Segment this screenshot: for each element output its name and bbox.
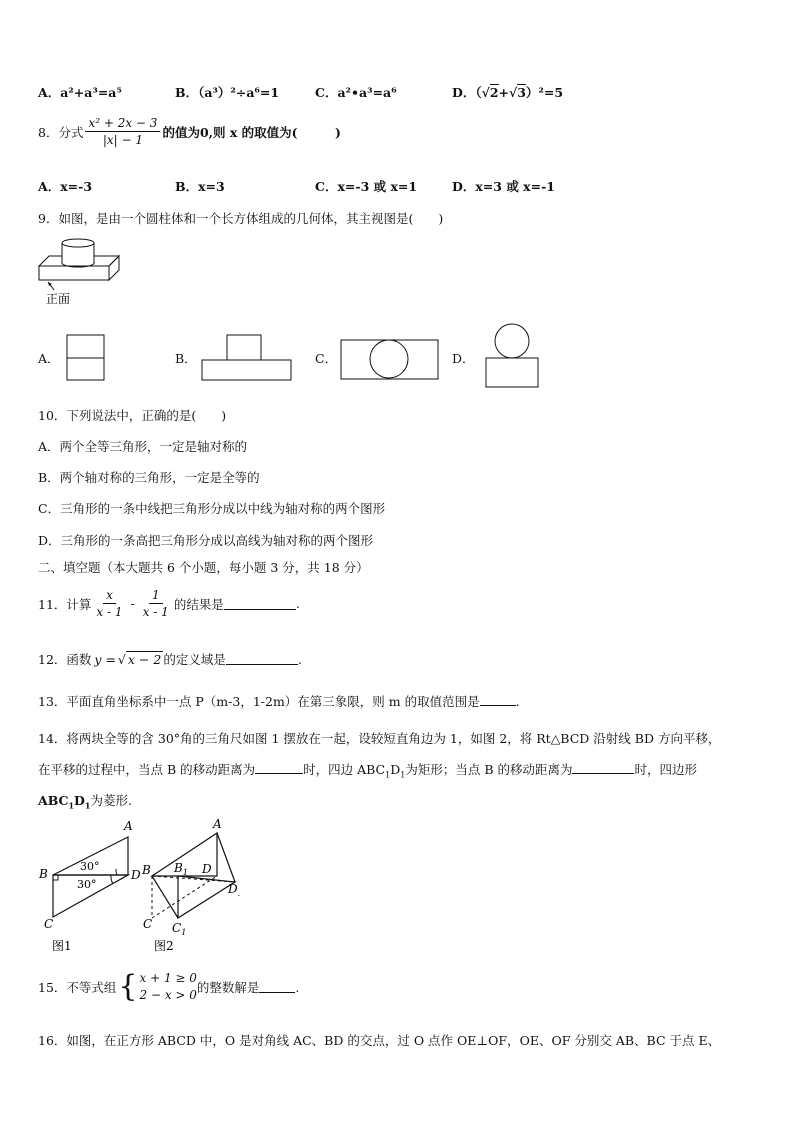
- option-b-bottom-rect: [202, 360, 291, 380]
- q8-prefix: 8．分式: [38, 124, 84, 140]
- fig1-angle-bottom-label: 30°: [77, 878, 97, 891]
- q14-line-1: 14．将两块全等的含 30°角的三角尺如图 1 摆放在一起，设较短直角边为 1，如图 2，将 Rt△BCD 沿射线 BD 方向平移，: [38, 731, 721, 746]
- fig1-label-d: D: [131, 868, 141, 882]
- option-d-rect: [486, 358, 538, 387]
- q8-option-b: B．x=3: [175, 179, 225, 194]
- q11-numerator-2: 1: [149, 588, 163, 604]
- q14-text-rhombus: 为菱形.: [90, 793, 132, 808]
- q8-denominator: |x| − 1: [102, 133, 144, 147]
- q7-option-a: A．a²+a³=a⁵: [38, 85, 122, 100]
- box-side-face: [109, 256, 119, 280]
- q7-option-d-plus: +: [498, 85, 509, 100]
- q16-stem: 16．如图，在正方形 ABCD 中，O 是对角线 AC、BD 的交点，过 O 点作 OE⊥OF，OE、OF 分别交 AB、BC 于点 E、: [38, 1033, 721, 1048]
- q11-suffix: 的结果是: [173, 596, 224, 612]
- fig2-dashed-cd: [152, 876, 217, 918]
- q7-option-d-radicand-1: 2: [489, 85, 499, 100]
- q14-answer-blank-1[interactable]: [255, 762, 303, 774]
- fig1-right-angle-mark: [53, 875, 58, 880]
- q15-stem: [38, 970, 299, 1004]
- q8-suffix: 的值为0,则 x 的取值为( ): [162, 124, 341, 140]
- q13-period: .: [515, 694, 520, 709]
- q9-option-a-figure: [66, 334, 106, 382]
- q7-option-d-suffix: ）²=5: [525, 85, 564, 100]
- q10-option-c: C．三角形的一条中线把三角形分成以中线为轴对称的两个图形: [38, 501, 386, 516]
- left-brace-icon: {: [118, 969, 138, 1004]
- fig2-line-bc1: [152, 876, 178, 918]
- q7-option-c: C．a²•a³=a⁶: [315, 85, 397, 100]
- q11-prefix: 11．计算: [38, 596, 92, 612]
- q10-option-a: A．两个全等三角形，一定是轴对称的: [38, 439, 248, 454]
- q9-stem: 9．如图，是由一个圆柱体和一个长方体组成的几何体，其主视图是( ): [38, 211, 444, 226]
- fig2-label-b1: $B_1$: [174, 861, 188, 877]
- q14-text-a: 在平移的过程中，当点 B 的移动距离为: [38, 762, 256, 777]
- q11-period: .: [295, 596, 300, 611]
- q9-option-d-figure: [482, 322, 542, 388]
- fig1-angle-top-label: 30°: [80, 860, 100, 873]
- q12-suffix: 的定义域是: [163, 652, 226, 667]
- q9-option-c-figure: [340, 338, 440, 382]
- q15-period: .: [295, 979, 300, 995]
- sqrt-symbol: √: [117, 651, 126, 667]
- q8-option-a: A．x=-3: [38, 179, 93, 194]
- q9-option-d-label: D．: [452, 351, 475, 366]
- q14-answer-blank-2[interactable]: [572, 762, 634, 774]
- q14-text-d: 为矩形；当点 B 的移动距离为: [405, 762, 573, 777]
- fig2-label-c1: $C_1$: [172, 921, 187, 937]
- q12-answer-blank[interactable]: [226, 653, 298, 665]
- q11-stem: [38, 588, 300, 619]
- q8-option-d: D．x=3 或 x=-1: [452, 179, 555, 194]
- q8-fraction: [85, 116, 160, 147]
- fig2-label-d1: $D_.$: [228, 882, 241, 898]
- q9-option-b-figure: [200, 334, 294, 382]
- q13-answer-blank[interactable]: [480, 694, 516, 706]
- q9-option-a-label: A．: [38, 351, 60, 366]
- q14-text-e: 时，四边形: [634, 762, 697, 777]
- option-b-top-rect: [227, 335, 261, 360]
- q14-text-c: D: [390, 762, 401, 777]
- fig1-label-b: B: [39, 867, 48, 881]
- q11-minus: -: [130, 596, 135, 611]
- q10-option-b: B．两个轴对称的三角形，一定是全等的: [38, 470, 260, 485]
- q8-stem: [38, 116, 341, 147]
- fig2-label-b: B: [142, 863, 151, 877]
- q14-figure-1: [36, 818, 146, 958]
- q13-stem: [38, 692, 520, 710]
- q15-system: [140, 970, 197, 1004]
- q12-period: .: [297, 651, 302, 667]
- fig2-line-ad1: [217, 833, 235, 882]
- q10-option-d: D．三角形的一条高把三角形分成以高线为轴对称的两个图形: [38, 533, 374, 548]
- fig2-label-c: C: [143, 917, 153, 931]
- q8-numerator: x² + 2x − 3: [85, 116, 160, 132]
- section-2-heading: 二、填空题（本大题共 6 个小题，每小题 3 分，共 18 分）: [38, 560, 369, 575]
- q7-option-b: B．（a³）²÷a⁶=1: [175, 85, 280, 100]
- q12-function-name: y =: [94, 651, 116, 667]
- fig2-caption: 图2: [154, 939, 174, 953]
- q7-option-d-radicand-2: 3: [517, 85, 526, 100]
- q14-subscript: 1: [84, 800, 91, 811]
- fig1-label-c: C: [44, 917, 54, 931]
- q12-stem: [38, 650, 302, 668]
- q12-prefix: 12．函数: [38, 652, 92, 667]
- q11-fraction-2: [140, 588, 172, 619]
- q9-solid-figure: [36, 236, 126, 312]
- q15-inequality-2: 2 − x > 0: [139, 988, 197, 1002]
- q7-option-d: [452, 83, 563, 101]
- fig1-angle-arc-top: [116, 869, 117, 875]
- q15-inequality-1: x + 1 ≥ 0: [139, 971, 197, 985]
- q11-fraction-1: [93, 588, 125, 619]
- fig1-label-a: A: [124, 819, 133, 833]
- option-c-rect: [341, 340, 438, 379]
- q11-answer-blank[interactable]: [224, 598, 296, 610]
- q11-denominator-1: x - 1: [96, 605, 123, 619]
- sqrt-symbol: √: [509, 85, 518, 100]
- option-c-circle: [370, 340, 408, 378]
- q14-subscript: 1: [400, 770, 406, 780]
- q14-line-2: [38, 760, 697, 780]
- q8-option-c: C．x=-3 或 x=1: [315, 179, 418, 194]
- q14-text-b: 时，四边 ABC: [303, 762, 386, 777]
- fig2-triangle-b1c1d1: [178, 876, 235, 918]
- q14-subscript: 1: [68, 800, 75, 811]
- q15-prefix: 15．不等式组: [38, 980, 117, 995]
- q14-figure-2: [140, 818, 250, 958]
- fig2-label-d: D: [202, 862, 212, 876]
- q13-text: 13．平面直角坐标系中一点 P（m-3，1-2m）在第三象限，则 m 的取值范围是: [38, 694, 480, 709]
- q14-line-3: [38, 791, 132, 811]
- fig2-label-a: A: [213, 818, 222, 831]
- box-front-face: [39, 266, 109, 280]
- q12-radicand: x − 2: [127, 652, 162, 667]
- q14-text-d1: D: [74, 793, 85, 808]
- sqrt-symbol: √: [481, 85, 490, 100]
- q14-subscript: 1: [385, 770, 391, 780]
- fig1-caption: 图1: [52, 939, 72, 953]
- cylinder-top: [62, 239, 94, 247]
- q9-option-c-label: C．: [315, 351, 338, 366]
- q7-option-d-prefix: D．（: [452, 85, 482, 100]
- q14-text-abc: ABC: [38, 793, 69, 808]
- q11-denominator-2: x - 1: [142, 605, 169, 619]
- q15-suffix: 的整数解是: [196, 980, 260, 995]
- option-d-circle: [495, 324, 529, 358]
- fig1-angle-arc-bottom: [111, 875, 113, 884]
- q15-answer-blank[interactable]: [259, 981, 295, 993]
- q10-stem: 10．下列说法中，正确的是( ): [38, 408, 227, 423]
- front-view-label: 正面: [46, 292, 71, 306]
- q9-option-b-label: B．: [175, 351, 197, 366]
- q11-numerator-1: x: [103, 588, 116, 604]
